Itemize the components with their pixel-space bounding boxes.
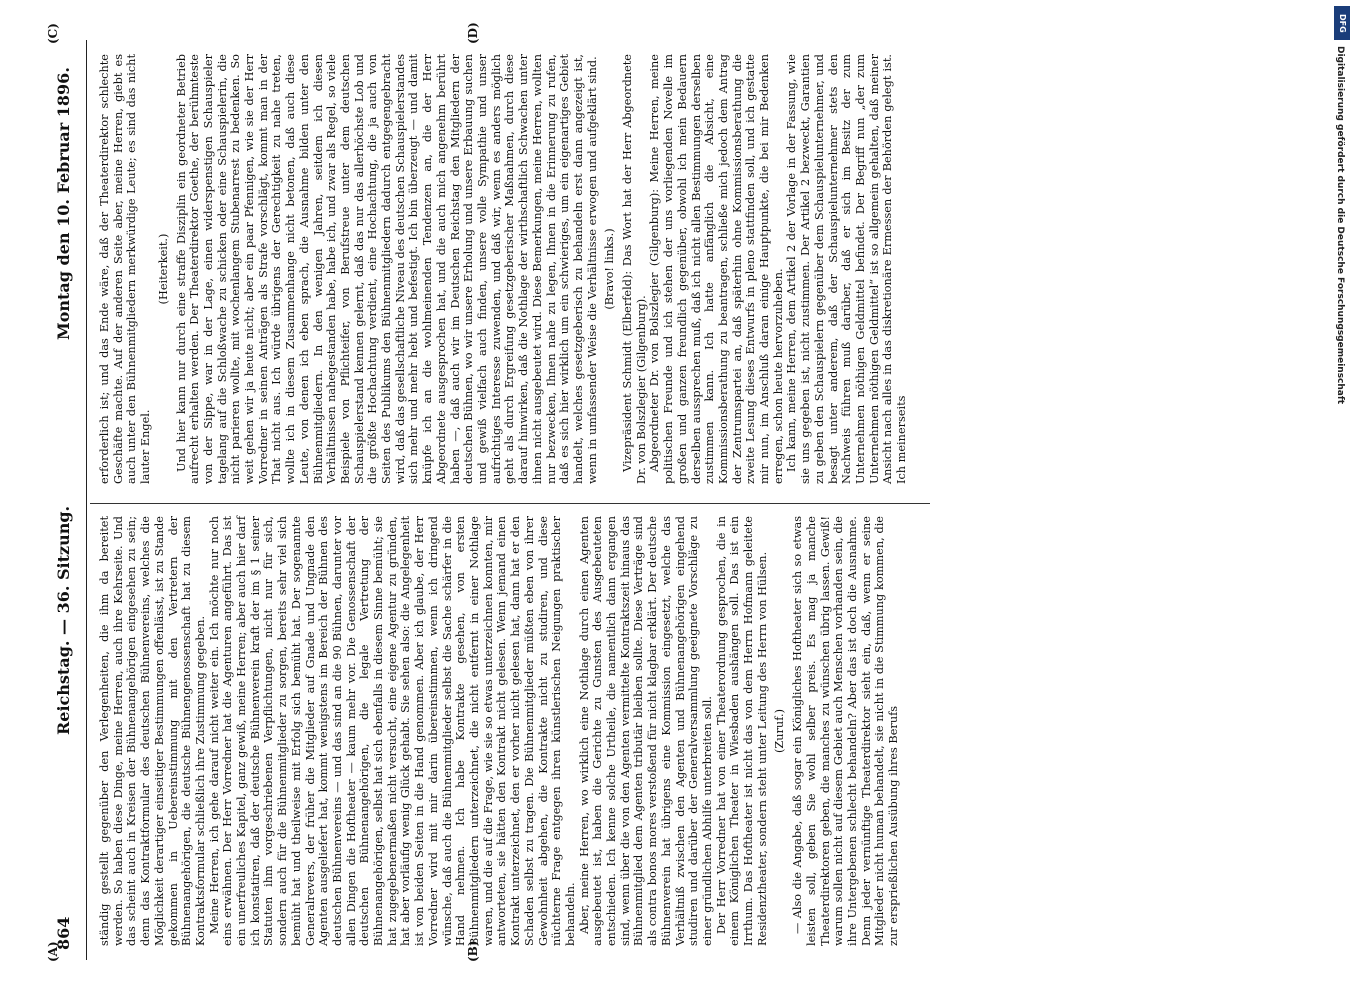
paragraph: ständig gestellt gegenüber den Verlegenheiten, die ihm da bereitet werden. So haben diese Dinge, meine Herren, auch ihre Kehrseite. Und das scheint auch in Kreisen der Bühnenangehörigen eingesehen zu sein; denn das Kontraktformular des deutschen Bühnenvereins, welches die Möglichkeit derartiger einseitiger Bestimmungen offenlässt, ist zu Stande gekommen in Uebereinstimmung mit den Vertretern der Bühnenangehörigen, die deutsche Bühnengenossenschaft hat zu diesem Kontraktsformular schließlich ihre Zustimmung gegeben.: [98, 516, 207, 946]
margin-marker-c: (C): [46, 23, 60, 44]
paragraph: Der Herr Vorredner hat von einer Theaterordnung gesprochen, die in einem Königlichen Theater in Wiesbaden aushängen soll. Das ist ein Irrthum. Das Hoftheater ist nicht das von dem Herrn Hofmann geleitete Residenztheater, sondern steht unter Leitung des Herrn von Hülsen.: [714, 516, 769, 946]
session-date: Montag den 10. Februar 1896.: [54, 67, 73, 340]
margin-marker-a: (A): [46, 941, 60, 962]
column-divider: [90, 503, 930, 504]
header-rule: [86, 40, 87, 960]
session-title: Reichstag. — 36. Sitzung.: [54, 505, 73, 735]
interjection: (Bravo! links.): [603, 228, 617, 310]
right-column: [98, 54, 909, 484]
paragraph: Abgeordneter Dr. von Bolszlegier (Gilgenburg): Meine Herren, meine politischen Freunde und ich stehen der uns vorliegenden Novelle im großen und ganzen freundlich gegenüber, obwohl ich mein Bedauern derselben aussprechen muß, daß ich nicht allen Bestimmungen derselben zustimmen kann. Ich hatte anfänglich die Absicht, eine Kommissionsberathung zu beantragen, schließe mich jedoch dem Antrag der Zentrumspartei an, daß späterhin ohne Kommissionsberathung die zweite Lesung dieses Entwurfs in pleno stattfinden soll, und ich gestatte mir nun, im Anschluß daran einige Hauptpunkte, die bei mir Bedenken erregen, schon heute hervorzuheben.: [648, 54, 785, 484]
margin-marker-b: (B): [466, 940, 480, 962]
scanned-page: [46, 22, 1306, 962]
page-number: 864: [54, 916, 73, 950]
funding-sidebar: [1333, 6, 1353, 1000]
paragraph: Meine Herren, ich gehe darauf nicht weiter ein. Ich möchte nur noch eins erwähnen. Der Herr Vorredner hat die Agenturen angeführt. Das ist ein unerfreuliches Kapitel, ganz gewiß, meine Herren; aber auch hier darf ich konstatiren, daß der deutsche Bühnenverein kraft der im § 1 seiner Statuten ihm vorgeschriebenen Verpflichtungen, nicht nur für sich, sondern auch für die Bühnenmitglieder zu sorgen, bereits sehr viel sich bemüht hat und theilweise mit Erfolg sich bemüht hat. Der sogenannte Generalrevers, der früher die Mitglieder auf Gnade und Ungnade den Agenten ausgeliefert hat, kommt wenigstens im Bereich der Bühnen des deutschen Bühnenvereins — und das sind an die 90 Bühnen, darunter vor allen Dingen die Hoftheater — kaum mehr vor. Die Genossenschaft der deutschen Bühnenangehörigen, die legale Vertretung der Bühnenangehörigen, selbst hat sich ebenfalls in diesem Sinne bemüht; sie hat zugegebenermaßen nicht versucht, eine eigene Agentur zu gründen, hat aber vorläufig wenig Glück gehabt. Sie sehen also: die Angelegenheit ist von beiden Seiten in die Hand genommen. Aber ich glaube, der Herr Vorredner wird mit mir darin übereinstimmen, wenn ich dringend wünsche, daß auch die Bühnenmitglieder selbst die Sache schärfer in die Hand nehmen. Ich habe Kontrakte gesehen, von ersten Bühnenmitgliedern unterzeichnet, die nicht entfernt in einer Nothlage waren, und die auf die Frage, wie sie so etwas unterzeichnen konnten, mir antworteten, sie hätten den Kontrakt nicht gelesen. Wenn jemand einen Kontrakt unterzeichnet, den er vorher nicht gelesen hat, dann hat er den Schaden selbst zu tragen. Die Bühnenmitglieder müßten eben von ihrer Gewohnheit abgehen, die Kontrakte nicht zu studiren, und diese nüchterne Frage entgegen ihren künstlerischen Neigungen praktischer behandeln.: [207, 516, 577, 946]
left-column: [98, 516, 901, 946]
funding-caption: Digitalisierung gefördert durch die Deutsche Forschungsgemeinschaft: [1335, 46, 1345, 405]
interjection: (Heiterkeit.): [156, 233, 170, 305]
paragraph: Ich kann, meine Herren, dem Artikel 2 der Vorlage in der Fassung, wie sie uns gegeben ist, nicht zustimmen. Der Artikel 2 bezweckt, Garantien zu geben den Schauspielern gegenüber dem Schauspielunternehmer, und besagt unter anderem, daß der Schauspielunternehmer stets den Nachweis führen muß darüber, daß er sich im Besitz der zum Unternehmen nöthigen Geldmittel befindet. Der Begriff nun „der zum Unternehmen nöthigen Geldmittel“ ist so allgemein gehalten, daß meiner Ansicht nach alles in das diskretionäre Ermessen der Behörden gelegt ist. Ich meinerseits: [785, 54, 909, 484]
paragraph: Und hier kann nur durch eine straffe Disziplin ein geordneter Betrieb aufrecht erhalten werden. Der Theaterdirektor Goethe, der berühmteste von der Sippe, war in der Lage, einen widerspenstigen Schauspieler tagelang auf die Schloßwache zu schicken oder eine Schauspielerin, die nicht parieren wollte, mit wochenlangem Stubenarrest zu bedenken. So weit gehen wir ja heute nicht; aber ein paar Pfennigen, wie sie der Herr Vorredner in seinen Anträgen als Strafe vorschlägt, kommt man in der That nicht aus. Ich würde übrigens der Gerechtigkeit zu nahe treten, wollte ich in diesem Zusammenhange nicht betonen, daß auch diese Leute, von denen ich eben sprach, die Ausnahme bilden unter den Bühnenmitgliedern. In den wenigen Jahren, seitdem ich diesen Verhältnissen nahegestanden habe, habe ich, und zwar als Regel, so viele Beispiele von Pflichteifer, von Berufstreue unter dem deutschen Schauspielerstand kennen gelernt, daß das nur das allerhöchste Lob und die größte Hochachtung verdient, eine Hochachtung, die ja auch von Seiten des Publikums den Bühnenmitgliedern dadurch entgegengebracht wird, daß das gesellschaftliche Niveau des deutschen Schauspielerstandes sich mehr und mehr hebt und befestigt. Ich bin überzeugt — und damit knüpfe ich an die wohlmeinenden Tendenzen an, die der Herr Abgeordnete ausgesprochen hat, und die auch mich angenehm berührt haben —, daß auch wir im Deutschen Reichstag den Mitgliedern der deutschen Bühnen, wo wir unsere Erholung und unsere Erbauung suchen und gewiß vielfach auch finden, unsere volle Sympathie und unser aufrichtiges Interesse zuwenden, und daß wir, wenn es anders möglich geht als durch Ergreifung gesetzgeberischer Maßnahmen, durch diese darauf hinwirken, daß die Nothlage der wirthschaftlich Schwachen unter ihnen nicht ausgebeutet wird. Diese Bemerkungen, meine Herren, wollten nur bezwecken, Ihnen nahe zu legen, Ihnen in die Erinnerung zu rufen, daß es sich hier wirklich um ein schwieriges, um ein eigenartiges Gebiet handelt, welches gesetzgeberisch zu behandeln erst dann angezeigt ist, wenn in umfassender Weise die Verhältnisse erwogen und aufgeklärt sind.: [174, 54, 599, 484]
running-header: [54, 40, 80, 960]
paragraph: — Also die Angabe, daß sogar ein Königliches Hoftheater sich so etwas leisten soll, geben Sie wohl selber preis. Es mag ja manche Theaterdirektoren geben, die manches zu wünschen übrig lassen. Gewiß! warum sollen nicht auf diesem Gebiet auch Menschen vorhanden sein, die ihre Untergebenen schlecht behandeln? Aber das ist doch die Ausnahme. Denn jeder vernünftige Theaterdirektor sieht ein, daß, wenn er seine Mitglieder nicht human behandelt, sie nicht in die Stimmung kommen, die zur ersprießlichen Ausübung ihres Berufs: [791, 516, 901, 946]
dfg-logo: DFG: [1334, 6, 1350, 40]
paragraph: Aber, meine Herren, wo wirklich eine Nothlage durch einen Agenten ausgebeutet ist, haben die Gerichte zu Gunsten des Ausgebeuteten entschieden. Ich kenne solche Urtheile, die namentlich dann ergangen sind, wenn über die von den Agenten vermittelte Kontraktszeit hinaus das Bühnenmitglied dem Agenten tributär bleiben sollte. Diese Verträge sind als contra bonos mores verstoßend für nicht klagbar erklärt. Der deutsche Bühnenverein hat übrigens eine Kommission eingesetzt, welche das Verhältniß zwischen den Agenten und Bühnenangehörigen eingehend studiren und darüber der Generalversammlung geeignete Vorschläge zu einer gründlichen Abhilfe unterbreiten soll.: [577, 516, 714, 946]
interjection: (Zuruf.): [773, 709, 787, 753]
paragraph: Vizepräsident Schmidt (Elberfeld): Das Wort hat der Herr Abgeordnete Dr. von Bolszlegier (Gilgenburg).: [621, 54, 648, 484]
paragraph: erforderlich ist; und das Ende wäre, daß der Theaterdirektor schlechte Geschäfte machte. Auf der anderen Seite aber, meine Herren, giebt es auch unter den Bühnenmitgliedern merkwürdige Leute; es sind das nicht lauter Engel.: [98, 54, 153, 484]
margin-marker-d: (D): [466, 22, 480, 44]
